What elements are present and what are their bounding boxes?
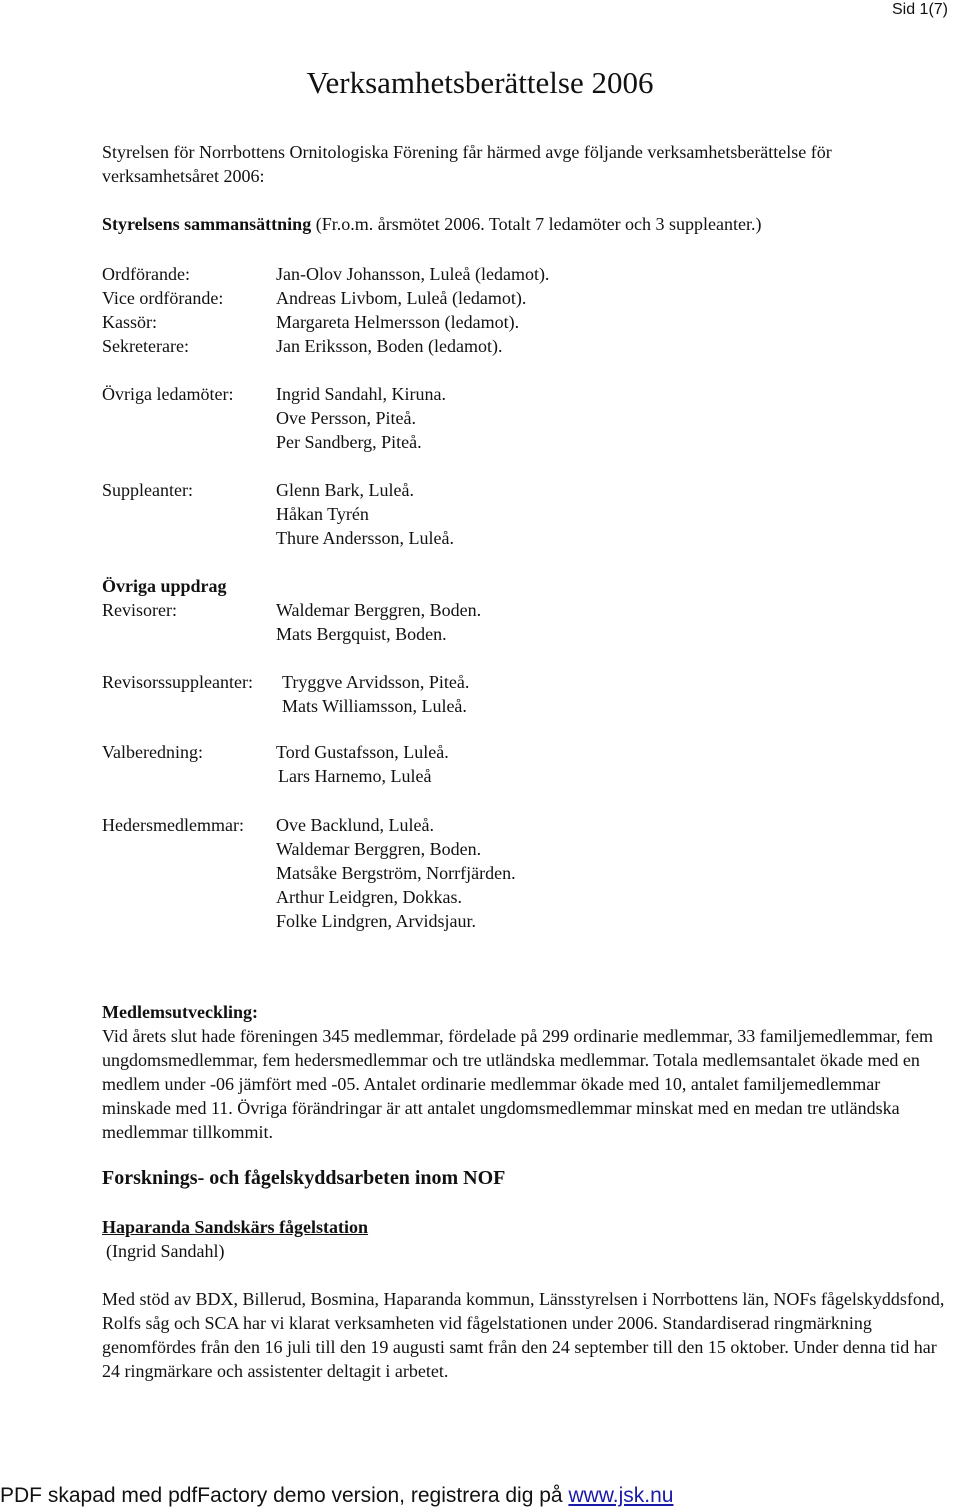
- chair-value: Jan-Olov Johansson, Luleå (ledamot).: [276, 264, 550, 284]
- other-assignments-heading: Övriga uppdrag: [102, 576, 227, 596]
- honorary-member: Matsåke Bergström, Norrfjärden.: [276, 863, 516, 883]
- auditor: Mats Bergquist, Boden.: [276, 624, 447, 644]
- station-author: (Ingrid Sandahl): [106, 1241, 225, 1261]
- membership-heading: Medlemsutveckling:: [102, 1002, 258, 1022]
- station-title: Haparanda Sandskärs fågelstation: [102, 1217, 369, 1237]
- honorary-member: Waldemar Berggren, Boden.: [276, 839, 482, 859]
- honorary-label: Hedersmedlemmar:: [102, 815, 244, 835]
- chair-label: Ordförande:: [102, 264, 190, 284]
- auditor: Waldemar Berggren, Boden.: [276, 600, 482, 620]
- page-title: Verksamhetsberättelse 2006: [306, 65, 654, 100]
- nomination-label: Valberedning:: [102, 742, 203, 762]
- board-heading-rest: (Fr.o.m. årsmötet 2006. Totalt 7 ledamöter och 3 suppleanter.): [311, 214, 762, 234]
- other-member: Ove Persson, Piteå.: [276, 408, 416, 428]
- pdf-footer: [0, 1483, 673, 1509]
- deputies-label: Suppleanter:: [102, 480, 193, 500]
- deputy-member: Håkan Tyrén: [276, 504, 369, 524]
- station-paragraph: Med stöd av BDX, Billerud, Bosmina, Haparanda kommun, Länsstyrelsen i Norrbottens län, NOFs fågelskyddsfond, Rolfs såg och SCA har vi klarat verksamheten vid fågelstationen under 2006. Standardiserad ringmärkning genomfördes från den 16 juli till den 19 augusti samt från den 24 september till den 15 oktober. Under denna tid har 24 ringmärkare och assistenter deltagit i arbetet.: [102, 1289, 945, 1381]
- other-members-label: Övriga ledamöter:: [102, 384, 234, 404]
- footer-link[interactable]: www.jsk.nu: [568, 1484, 674, 1507]
- nomination-member: Tord Gustafsson, Luleå.: [276, 742, 449, 762]
- honorary-member: Folke Lindgren, Arvidsjaur.: [276, 911, 476, 931]
- treasurer-label: Kassör:: [102, 312, 157, 332]
- vice-chair-value: Andreas Livbom, Luleå (ledamot).: [276, 288, 527, 308]
- secretary-label: Sekreterare:: [102, 336, 189, 356]
- research-heading: Forsknings- och fågelskyddsarbeten inom NOF: [102, 1167, 506, 1189]
- other-member: Per Sandberg, Piteå.: [276, 432, 422, 452]
- deputy-auditors-label: Revisorssuppleanter:: [102, 672, 253, 692]
- auditors-label: Revisorer:: [102, 600, 177, 620]
- page-number: Sid 1(7): [891, 1, 948, 18]
- other-member: Ingrid Sandahl, Kiruna.: [276, 384, 446, 404]
- secretary-value: Jan Eriksson, Boden (ledamot).: [276, 336, 503, 356]
- board-heading: [102, 212, 762, 236]
- deputy-member: Thure Andersson, Luleå.: [276, 528, 454, 548]
- vice-chair-label: Vice ordförande:: [102, 288, 224, 308]
- nomination-member: Lars Harnemo, Luleå: [278, 766, 432, 786]
- treasurer-value: Margareta Helmersson (ledamot).: [276, 312, 520, 332]
- honorary-member: Ove Backlund, Luleå.: [276, 815, 434, 835]
- deputy-member: Glenn Bark, Luleå.: [276, 480, 414, 500]
- membership-paragraph: Vid årets slut hade föreningen 345 medlemmar, fördelade på 299 ordinarie medlemmar, 33 familjemedlemmar, fem ungdomsmedlemmar, fem hedersmedlemmar och tre utländska medlemmar. Totala medlemsantalet ökade med en medlem under -06 jämfört med -05. Antalet ordinarie medlemmar ökade med 10, antalet familjemedlemmar minskade med 11. Övriga förändringar är att antalet ungdomsmedlemmar minskat med en medan tre utländska medlemmar tillkommit.: [102, 1026, 933, 1142]
- deputy-auditor: Tryggve Arvidsson, Piteå.: [282, 672, 470, 692]
- board-heading-bold: Styrelsens sammansättning: [102, 214, 312, 234]
- deputy-auditor: Mats Williamsson, Luleå.: [282, 696, 467, 716]
- footer-text: PDF skapad med pdfFactory demo version, registrera dig på: [0, 1484, 569, 1507]
- honorary-member: Arthur Leidgren, Dokkas.: [276, 887, 462, 907]
- intro-paragraph: Styrelsen för Norrbottens Ornitologiska Förening får härmed avge följande verksamhetsberättelse för verksamhetsåret 2006:: [102, 142, 832, 186]
